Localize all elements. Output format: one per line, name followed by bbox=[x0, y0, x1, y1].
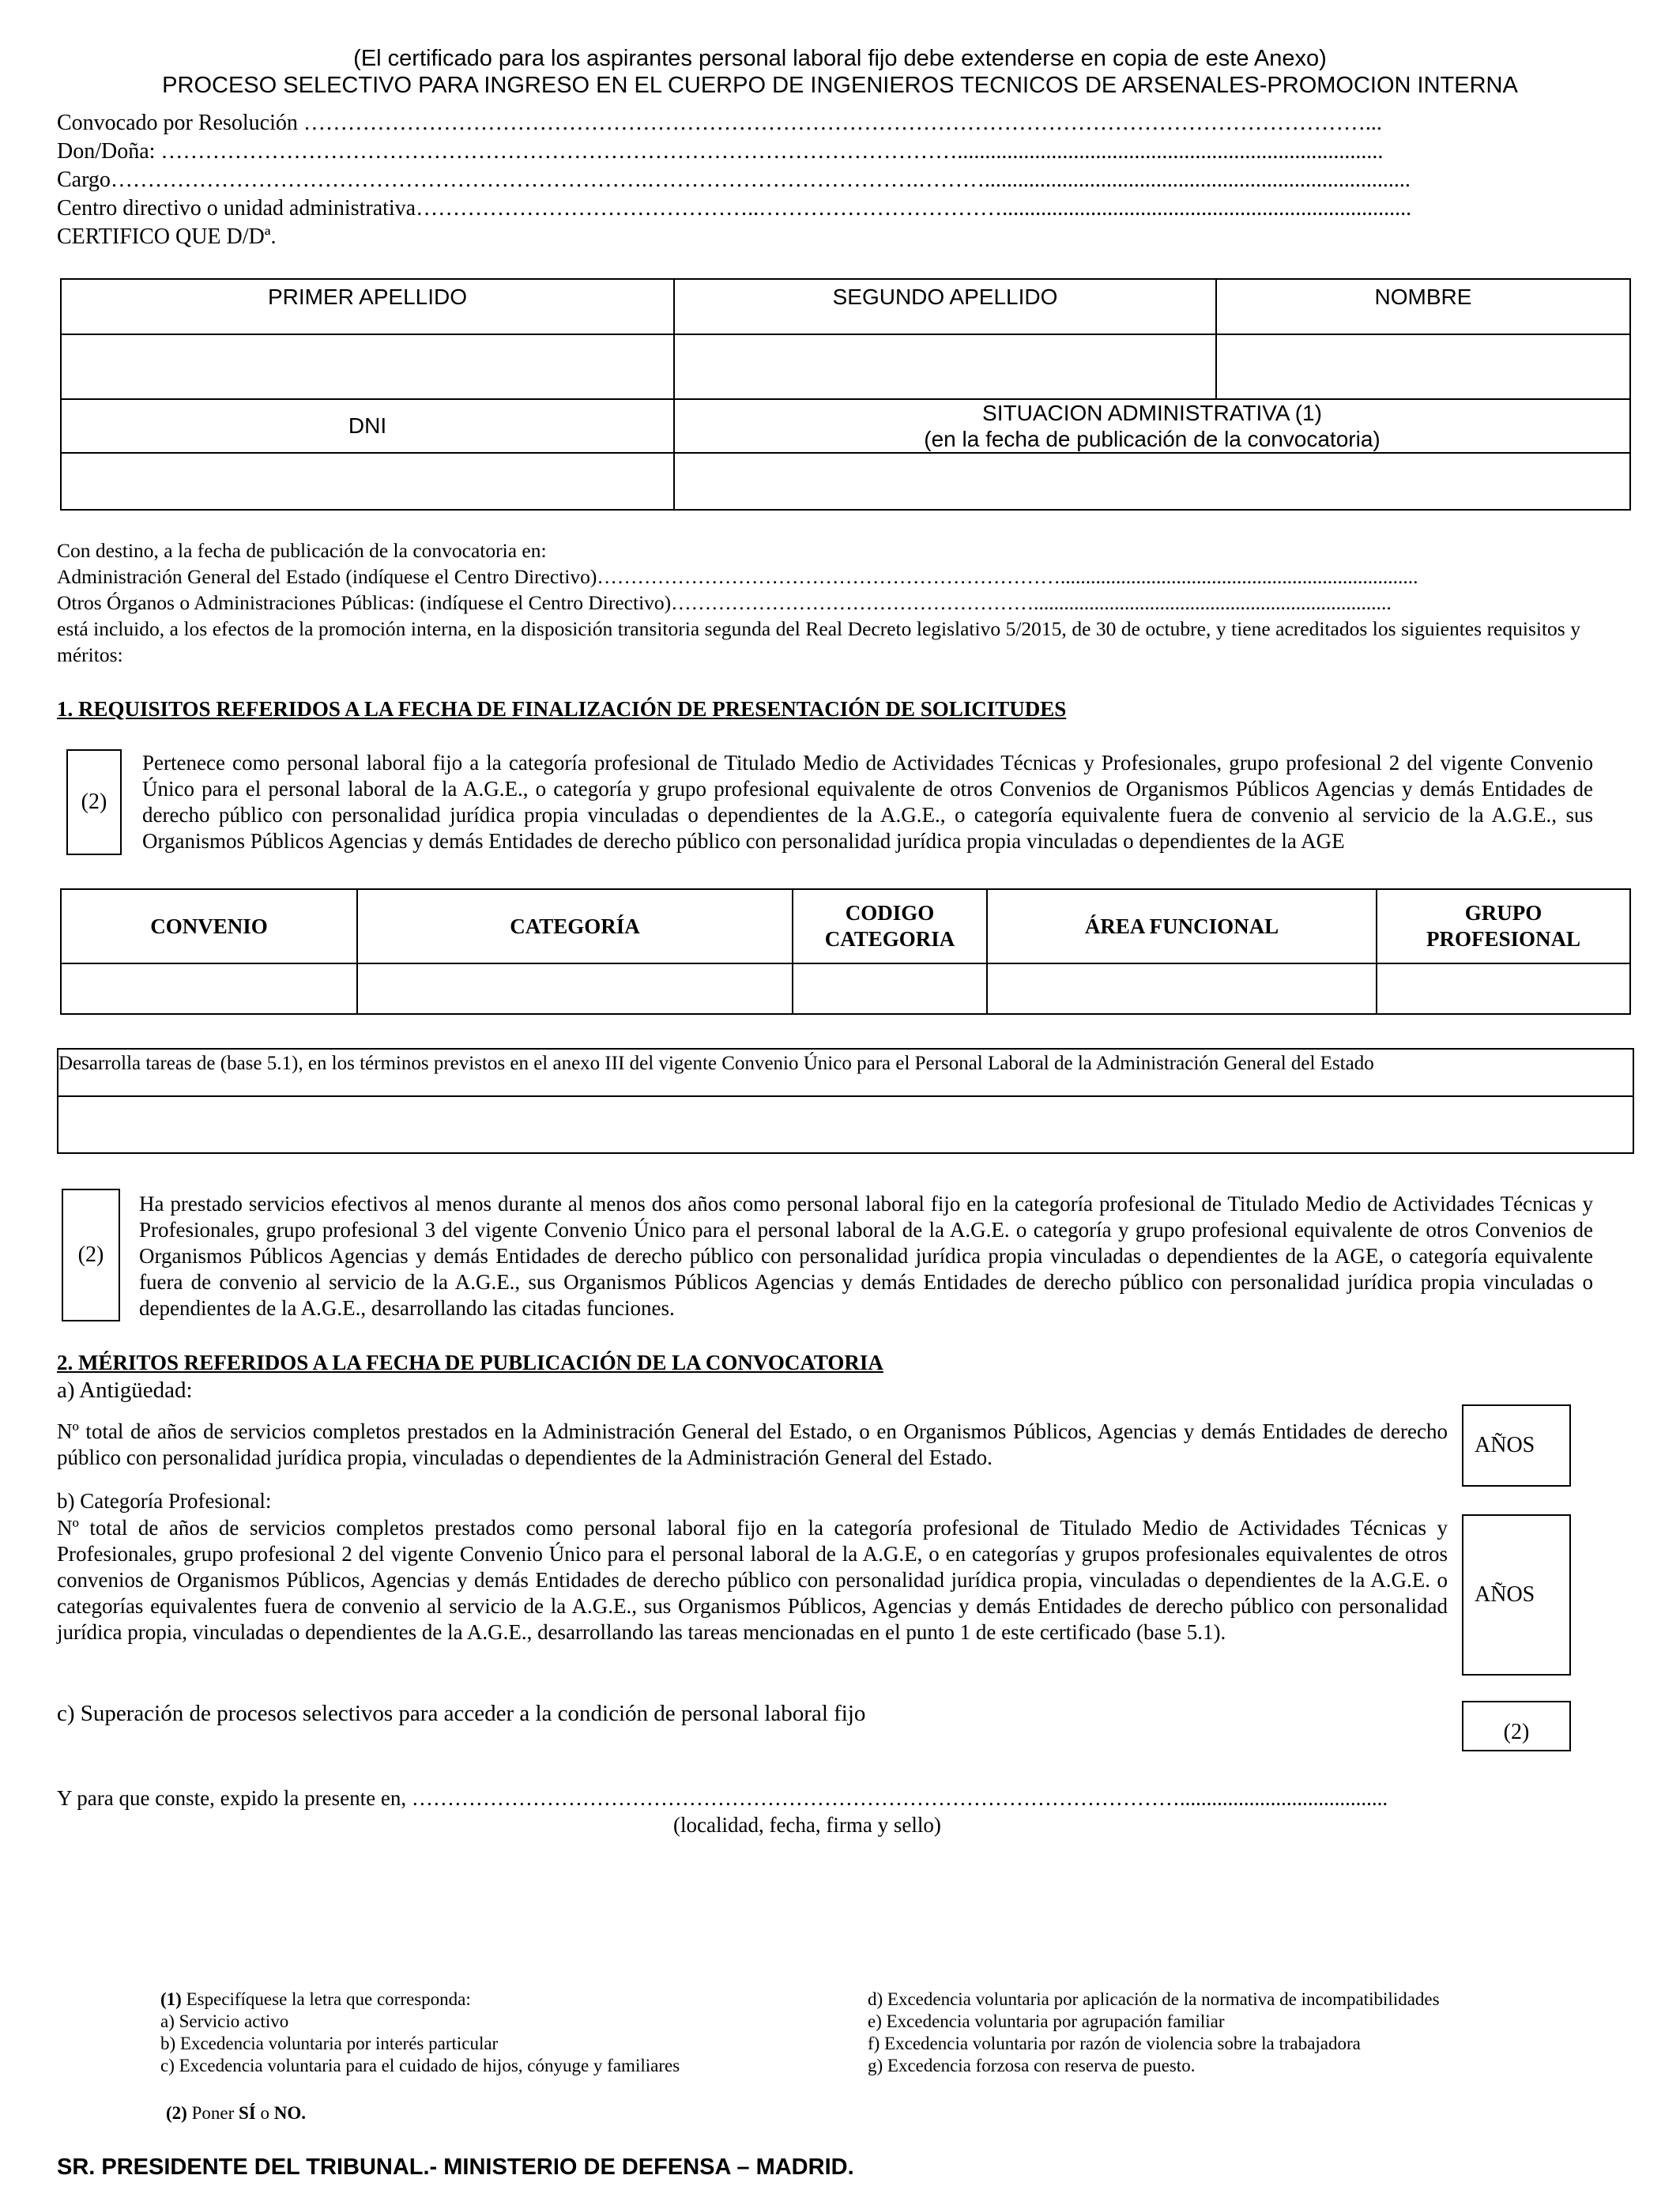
situacion-sublabel: (en la fecha de publicación de la convocatoria) bbox=[924, 427, 1381, 451]
tareas-field[interactable] bbox=[58, 1096, 1633, 1153]
grupo-profesional-field[interactable] bbox=[1377, 963, 1630, 1014]
area-funcional-header: ÁREA FUNCIONAL bbox=[987, 889, 1377, 963]
destino-age-line[interactable]: Administración General del Estado (indíquese el Centro Directivo)……………………………………………………………....................................................................... bbox=[57, 565, 1418, 588]
dni-header: DNI bbox=[61, 399, 674, 453]
footnote-c: c) Excedencia voluntaria para el cuidado de hijos, cónyuge y familiares bbox=[160, 2056, 680, 2075]
categoria-header: CATEGORÍA bbox=[357, 889, 793, 963]
section1-title: 1. REQUISITOS REFERIDOS A LA FECHA DE FINALIZACIÓN DE PRESENTACIÓN DE SOLICITUDES bbox=[57, 697, 1067, 721]
footnote-2-marker: (2) bbox=[166, 2103, 187, 2123]
profesional-sublabel: PROFESIONAL bbox=[1426, 927, 1581, 951]
codigo-categoria-field[interactable] bbox=[793, 963, 987, 1014]
addressee: SR. PRESIDENTE DEL TRIBUNAL.- MINISTERIO DE DEFENSA – MADRID. bbox=[57, 2154, 854, 2180]
footnote-a: a) Servicio activo bbox=[160, 2011, 289, 2031]
footnote-e: e) Excedencia voluntaria por agrupación familiar bbox=[868, 2011, 1225, 2031]
process-title: PROCESO SELECTIVO PARA INGRESO EN EL CUERPO DE INGENIEROS TECNICOS DE ARSENALES-PROMOCION INTERNA bbox=[162, 73, 1518, 98]
footnote-2-no: NO. bbox=[273, 2103, 306, 2123]
categoria-profesional-text: Nº total de años de servicios completos prestados como personal laboral fijo en la categoría profesional de Titulado Medio de Actividades Técnicas y Profesionales, grupo profesional 2 del vigente Convenio Único para el personal laboral de la A.G.E, o en categorías y grupos profesionales equivalentes de otros convenios de Organismos Públicos, Agencias y demás Entidades de derecho público con personalidad jurídica propia, vinculadas o dependientes de la A.G.E. o categorías equivalentes fuera de convenio al servicio de la A.G.E., sus Organismos Públicos, Agencias y demás Entidades de derecho público con personalidad jurídica propia, vinculadas o dependientes de la A.G.E., desarrollando las tareas mencionadas en el punto 1 de este certificado (base 5.1). bbox=[57, 1516, 1448, 1644]
categoria-field[interactable] bbox=[357, 963, 793, 1014]
footnote-1-text: Especifíquese la letra que corresponda: bbox=[181, 1989, 471, 2009]
footnote-left bbox=[160, 1989, 680, 2077]
footnote-1-line bbox=[160, 1989, 680, 2011]
cargo-line[interactable]: Cargo……………………………………………………………….……………………………….………............................................................................. bbox=[57, 168, 1411, 192]
situacion-label: SITUACION ADMINISTRATIVA (1) bbox=[982, 401, 1322, 425]
identification-table bbox=[60, 278, 1631, 511]
footnote-right bbox=[868, 1989, 1440, 2077]
categoria-table bbox=[60, 888, 1631, 1015]
firma-caption: (localidad, fecha, firma y sello) bbox=[673, 1813, 941, 1837]
area-funcional-field[interactable] bbox=[987, 963, 1377, 1014]
footnote-2-o: o bbox=[255, 2103, 274, 2123]
destino-intro: Con destino, a la fecha de publicación de la convocatoria en: bbox=[57, 539, 547, 562]
don-dona-line[interactable]: Don/Doña: ………………………………………………………………………………………………............................................................................. bbox=[57, 139, 1384, 164]
codigo-label: CODIGO bbox=[845, 901, 935, 925]
convenio-field[interactable] bbox=[61, 963, 357, 1014]
destino-otros-line[interactable]: Otros Órganos o Administraciones Públicas: (indíquese el Centro Directivo)………………………………………………....................................................................... bbox=[57, 591, 1392, 614]
annex-note: (El certificado para los aspirantes personal laboral fijo debe extenderse en copia de este Anexo) bbox=[353, 46, 1327, 71]
antiguedad-anos-box[interactable]: AÑOS bbox=[1462, 1404, 1571, 1487]
categoria-sublabel: CATEGORIA bbox=[824, 927, 955, 951]
destino-incluido-text: está incluido, a los efectos de la promoción interna, en la disposición transitoria segunda del Real Decreto legislativo 5/2015, de 30 de octubre, y tiene acreditados los siguientes requisitos y méritos: bbox=[57, 617, 1580, 666]
situacion-field[interactable] bbox=[674, 453, 1630, 510]
convocado-line[interactable]: Convocado por Resolución ………………………………………………………………………………………………………………………………... bbox=[57, 111, 1382, 135]
expido-line[interactable]: Y para que conste, expido la presente en, ………………………………………………………………………………………………....................................... bbox=[57, 1786, 1388, 1810]
requisito2-text: Ha prestado servicios efectivos al menos durante al menos dos años como personal laboral fijo en la categoría profesional de Titulado Medio de Actividades Técnicas y Profesionales, grupo profesional 3 del vigente Convenio Único para el personal laboral de la A.G.E. o categoría y grupo profesional equivalente de otros Convenios de Organismos Públicos Agencias y demás Entidades de derecho público con personalidad jurídica propia vinculadas o dependientes de la AGE, o categoría equivalente fuera de convenio al servicio de la A.G.E., sus Organismos Públicos Agencias y demás Entidades de derecho público con personalidad jurídica propia vinculadas o dependientes de la A.G.E., desarrollando las citadas funciones. bbox=[139, 1192, 1593, 1320]
superacion-box[interactable]: (2) bbox=[1462, 1701, 1571, 1751]
requisito1-box[interactable]: (2) bbox=[66, 749, 122, 855]
primer-apellido-header: PRIMER APELLIDO bbox=[61, 279, 674, 334]
tareas-label: Desarrolla tareas de (base 5.1), en los términos previstos en el anexo III del vigente Convenio Único para el Personal Laboral de la Administración General del Estado bbox=[58, 1049, 1633, 1096]
convenio-header: CONVENIO bbox=[61, 889, 357, 963]
categoria-anos-box[interactable]: AÑOS bbox=[1462, 1514, 1571, 1676]
footnote-f: f) Excedencia voluntaria por razón de violencia sobre la trabajadora bbox=[868, 2034, 1361, 2053]
certifico-label: CERTIFICO QUE D/Dª. bbox=[57, 224, 277, 249]
footnote-2-si: SÍ bbox=[239, 2103, 256, 2123]
primer-apellido-field[interactable] bbox=[61, 334, 674, 399]
centro-directivo-line[interactable]: Centro directivo o unidad administrativa………………………………………..…………………………….......................................................................... bbox=[57, 196, 1412, 221]
dni-field[interactable] bbox=[61, 453, 674, 510]
tareas-table bbox=[57, 1048, 1634, 1154]
segundo-apellido-header: SEGUNDO APELLIDO bbox=[674, 279, 1216, 334]
grupo-label: GRUPO bbox=[1464, 901, 1543, 925]
footnote-2 bbox=[166, 2102, 306, 2124]
categoria-profesional-label: b) Categoría Profesional: bbox=[57, 1489, 272, 1513]
footnote-d: d) Excedencia voluntaria por aplicación de la normativa de incompatibilidades bbox=[868, 1989, 1440, 2009]
footnote-1-marker: (1) bbox=[160, 1989, 182, 2009]
codigo-categoria-header bbox=[793, 889, 987, 963]
grupo-profesional-header bbox=[1377, 889, 1630, 963]
requisito2-box[interactable]: (2) bbox=[62, 1189, 120, 1321]
section2-title: 2. MÉRITOS REFERIDOS A LA FECHA DE PUBLICACIÓN DE LA CONVOCATORIA bbox=[57, 1351, 883, 1374]
antiguedad-label: a) Antigüedad: bbox=[57, 1378, 193, 1403]
superacion-text: c) Superación de procesos selectivos para acceder a la condición de personal laboral fijo bbox=[57, 1701, 866, 1726]
nombre-field[interactable] bbox=[1216, 334, 1630, 399]
nombre-header: NOMBRE bbox=[1216, 279, 1630, 334]
antiguedad-text: Nº total de años de servicios completos prestados en la Administración General del Estado, o en Organismos Públicos, Agencias y demás Entidades de derecho público con personalidad jurídica propia, vinculadas o dependientes de la Administración General del Estado. bbox=[57, 1419, 1448, 1469]
segundo-apellido-field[interactable] bbox=[674, 334, 1216, 399]
requisito1-text: Pertenece como personal laboral fijo a la categoría profesional de Titulado Medio de Actividades Técnicas y Profesionales, grupo profesional 2 del vigente Convenio Único para el personal laboral de la A.G.E., o categoría y grupo profesional equivalente de otros Convenios de Organismos Públicos Agencias y demás Entidades de derecho público con personalidad jurídica propia vinculadas o dependientes de la A.G.E., o categoría equivalente fuera de convenio al servicio de la A.G.E., sus Organismos Públicos Agencias y demás Entidades de derecho público con personalidad jurídica propia vinculadas o dependientes de la AGE bbox=[142, 751, 1593, 853]
situacion-header bbox=[674, 399, 1630, 453]
destino-block bbox=[57, 537, 1580, 668]
footnote-b: b) Excedencia voluntaria por interés particular bbox=[160, 2034, 499, 2053]
footnote-g: g) Excedencia forzosa con reserva de puesto. bbox=[868, 2056, 1196, 2075]
footnote-2-text: Poner bbox=[186, 2103, 239, 2123]
